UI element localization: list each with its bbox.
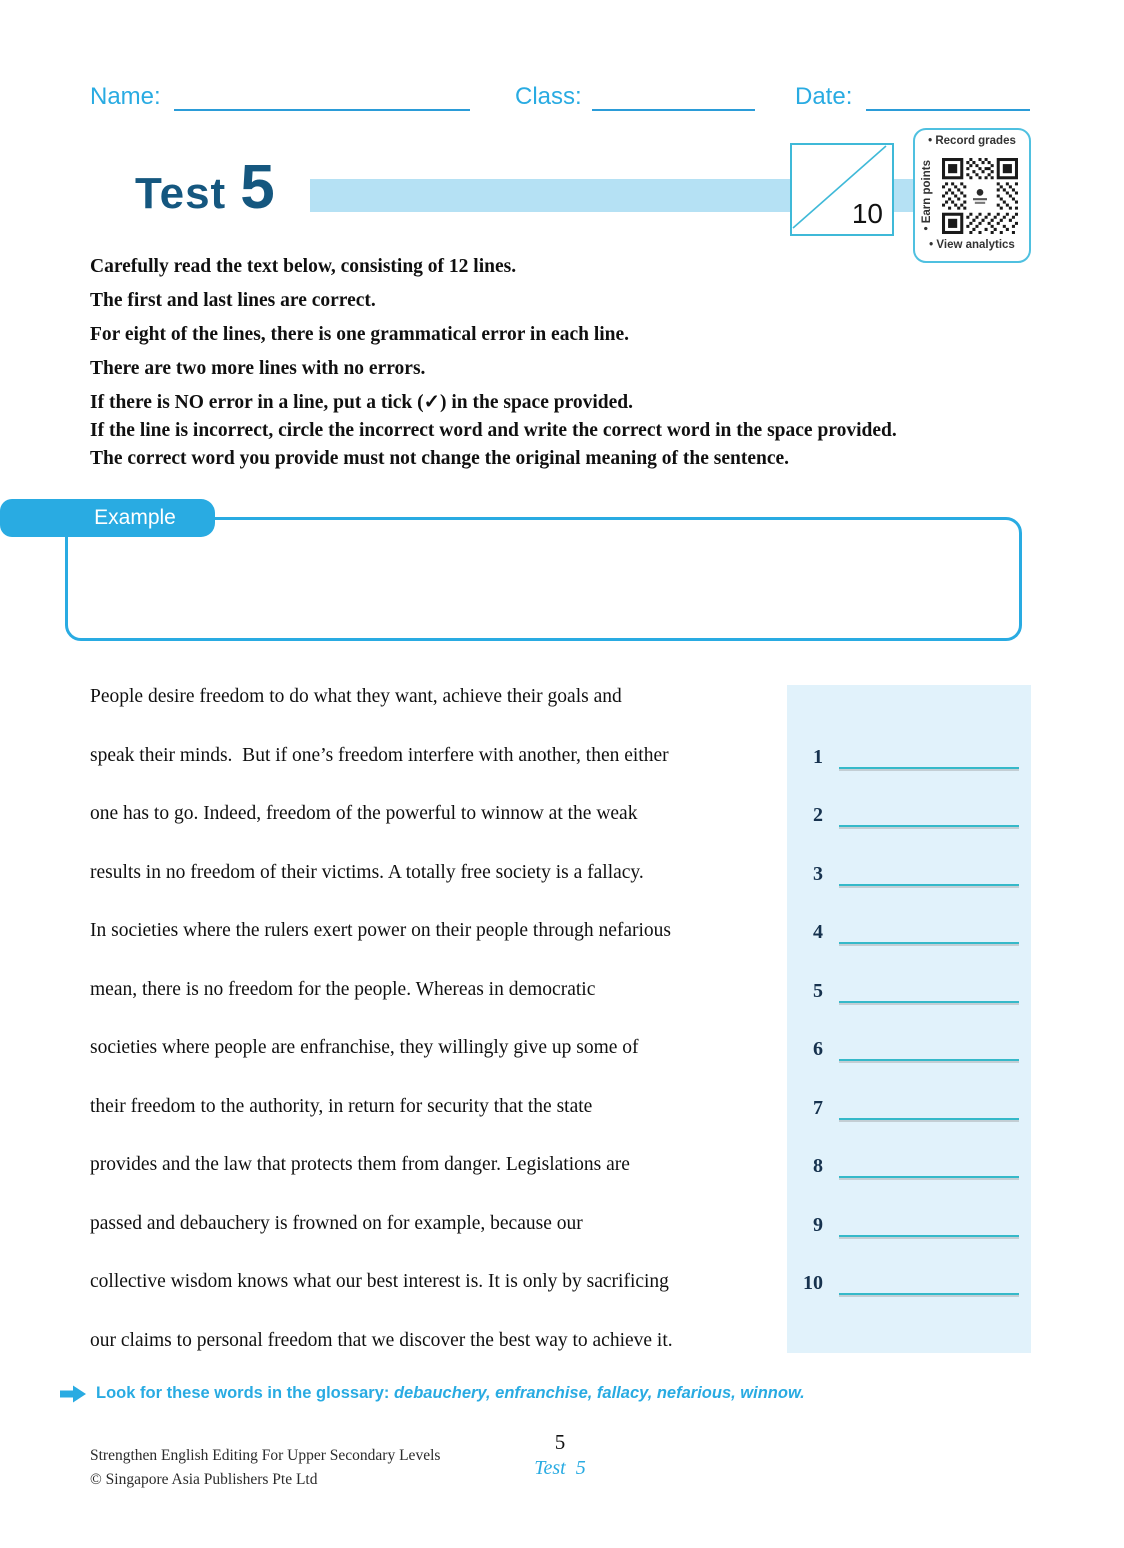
answer-row-1 xyxy=(799,743,1019,769)
qr-code-icon xyxy=(942,158,1018,234)
answer-blank-8[interactable] xyxy=(839,1155,1019,1178)
answer-number: 1 xyxy=(813,746,823,768)
answer-number: 9 xyxy=(813,1214,823,1236)
qr-side-label: • Earn points xyxy=(921,160,936,231)
name-label: Name: xyxy=(90,83,161,110)
answer-panel xyxy=(787,685,1031,1353)
passage-line: People desire freedom to do what they want, achieve their goals and xyxy=(90,686,622,708)
answer-blank-5[interactable] xyxy=(839,980,1019,1003)
answer-number: 10 xyxy=(803,1272,823,1294)
answer-row-8 xyxy=(799,1152,1019,1178)
instructions xyxy=(90,256,1040,476)
class-field[interactable] xyxy=(592,109,755,111)
passage-line: passed and debauchery is frowned on for example, because our xyxy=(90,1212,583,1234)
copyright: © Singapore Asia Publishers Pte Ltd xyxy=(90,1471,318,1488)
answer-row-3 xyxy=(799,860,1019,886)
date-label: Date: xyxy=(795,83,853,110)
answer-number: 5 xyxy=(813,980,823,1002)
answer-blank-6[interactable] xyxy=(839,1038,1019,1061)
passage-line: collective wisdom knows what our best interest is. It is only by sacrificing xyxy=(90,1271,669,1293)
series-title: Strengthen English Editing For Upper Secondary Levels xyxy=(90,1447,441,1464)
answer-blank-3[interactable] xyxy=(839,863,1019,886)
answer-row-10 xyxy=(799,1269,1019,1295)
glossary-words: debauchery, enfranchise, fallacy, nefarious, winnow. xyxy=(393,1384,805,1402)
test-reference: Test 5 xyxy=(534,1457,586,1479)
answer-blank-2[interactable] xyxy=(839,804,1019,827)
test-number: 5 xyxy=(240,153,275,222)
answer-row-9 xyxy=(799,1211,1019,1237)
answer-blank-4[interactable] xyxy=(839,921,1019,944)
answer-blank-9[interactable] xyxy=(839,1214,1019,1237)
example-tab: Example xyxy=(0,499,215,537)
page-title xyxy=(135,152,275,223)
passage-line: speak their minds. But if one’s freedom interfere with another, then either xyxy=(90,744,669,766)
answer-blank-10[interactable] xyxy=(839,1272,1019,1295)
instruction-line: If the line is incorrect, circle the incorrect word and write the correct word in the space provided. xyxy=(90,420,897,441)
footer-imprint xyxy=(90,1444,440,1492)
passage-line: In societies where the rulers exert power on their people through nefarious xyxy=(90,920,672,942)
passage-line: our claims to personal freedom that we discover the best way to achieve it. xyxy=(90,1329,673,1351)
passage-line: results in no freedom of their victims. A totally free society is a fallacy. xyxy=(90,861,644,883)
answer-row-4 xyxy=(799,918,1019,944)
instruction-line: There are two more lines with no errors. xyxy=(90,358,426,379)
date-field[interactable] xyxy=(866,109,1030,111)
instruction-line: The correct word you provide must not change the original meaning of the sentence. xyxy=(90,448,790,469)
answer-number: 3 xyxy=(813,863,823,885)
right-arrow-icon xyxy=(60,1385,87,1403)
passage xyxy=(90,668,795,1370)
answer-row-6 xyxy=(799,1035,1019,1061)
answer-blank-1[interactable] xyxy=(839,746,1019,769)
glossary-note xyxy=(60,1384,805,1403)
page-number: 5 xyxy=(554,1430,566,1454)
instruction-line: If there is NO error in a line, put a tick (✓) in the space provided. xyxy=(90,392,634,413)
name-field[interactable] xyxy=(174,109,470,111)
example-box xyxy=(65,517,1022,641)
answer-number: 7 xyxy=(813,1097,823,1119)
qr-bottom-label: • View analytics xyxy=(921,239,1023,256)
instruction-line: For eight of the lines, there is one grammatical error in each line. xyxy=(90,324,630,345)
answer-number: 2 xyxy=(813,804,823,826)
instruction-line: The first and last lines are correct. xyxy=(90,290,376,311)
passage-line: one has to go. Indeed, freedom of the powerful to winnow at the weak xyxy=(90,803,638,825)
instruction-line: Carefully read the text below, consisting of 12 lines. xyxy=(90,256,517,277)
score-box[interactable] xyxy=(790,143,894,236)
answer-row-5 xyxy=(799,977,1019,1003)
answer-number: 6 xyxy=(813,1038,823,1060)
answer-number: 4 xyxy=(813,921,823,943)
answer-row-7 xyxy=(799,1094,1019,1120)
passage-line: societies where people are enfranchise, they willingly give up some of xyxy=(90,1037,639,1059)
footer-page-info xyxy=(515,1430,605,1480)
passage-line: provides and the law that protects them from danger. Legislations are xyxy=(90,1154,630,1176)
test-word: Test xyxy=(135,169,227,218)
class-label: Class: xyxy=(515,83,582,110)
score-total: 10 xyxy=(851,198,883,229)
answer-number: 8 xyxy=(813,1155,823,1177)
passage-line: their freedom to the authority, in return for security that the state xyxy=(90,1095,593,1117)
answer-row-2 xyxy=(799,801,1019,827)
qr-top-label: • Record grades xyxy=(921,135,1023,152)
qr-panel xyxy=(913,128,1031,263)
passage-line: mean, there is no freedom for the people. Whereas in democratic xyxy=(90,978,596,1000)
answer-blank-7[interactable] xyxy=(839,1097,1019,1120)
glossary-prefix: Look for these words in the glossary: xyxy=(96,1384,394,1402)
